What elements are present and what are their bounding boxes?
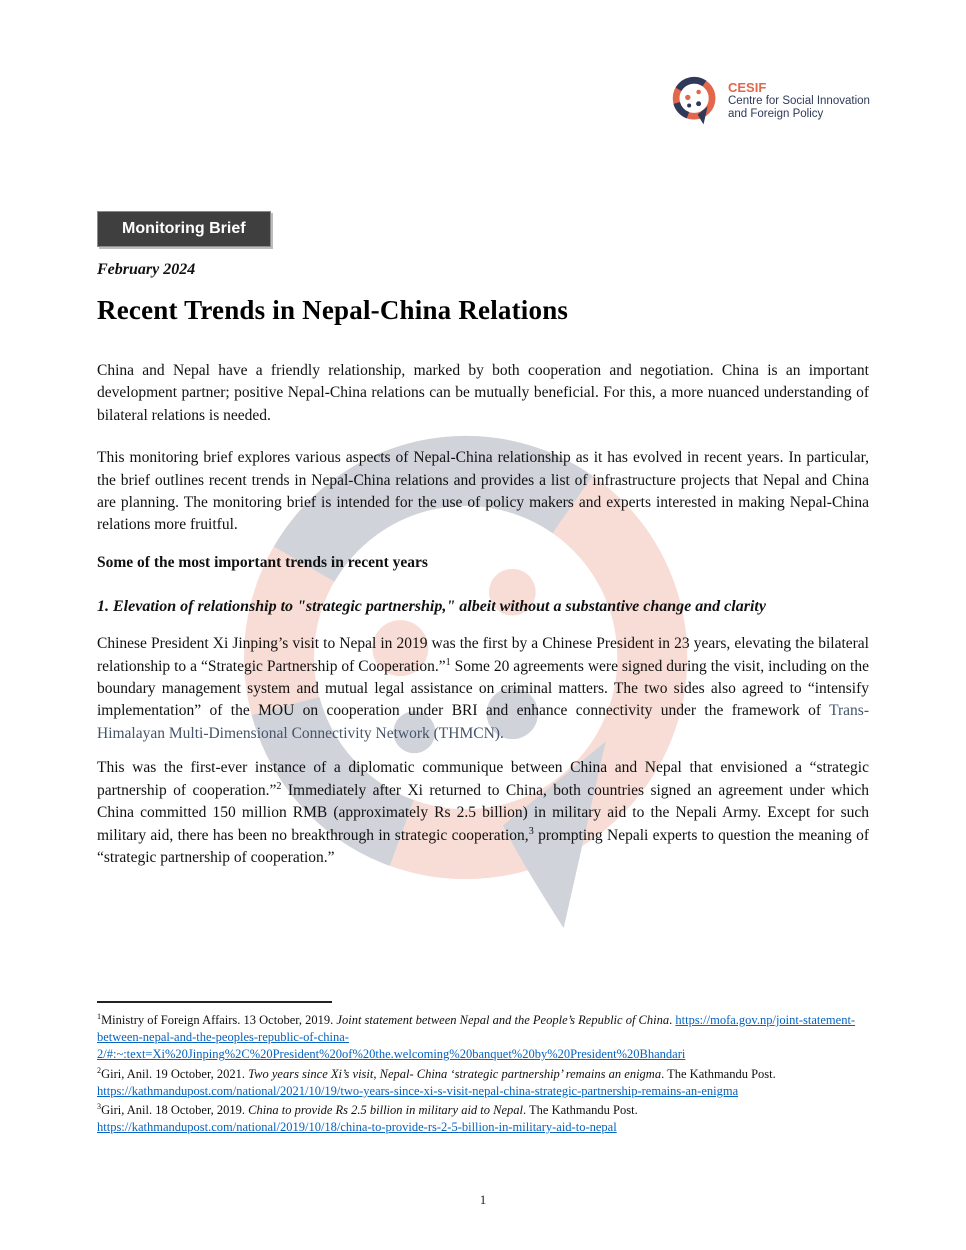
footnote-link[interactable]: https://kathmandupost.com/national/2019/10/18/china-to-provide-rs-2-5-billion-in-military-aid-to-nepal: [97, 1120, 617, 1135]
page-title: Recent Trends in Nepal-China Relations: [97, 295, 569, 325]
text-segment: Immediately after Xi returned to China, both countries signed an agreement under which China committed 150 million RMB (approximately Rs 2.5 billion) in military aid to the Nepali Army. Except for such military aid, there has been no breakthrough in strategic cooperation,: [97, 781, 870, 844]
logo-name-line2: and Foreign Policy: [728, 108, 824, 120]
paragraph-scope: [97, 447, 869, 537]
text-segment: prompting Nepali experts to question the meaning of “strategic partnership of cooperation.”: [97, 826, 869, 866]
text-segment: This was the first-ever instance of a diplomatic communique between China and Nepal that envisioned a “strategic partnership of cooperation.”: [97, 759, 869, 799]
superscript-ref: 1: [445, 656, 451, 668]
superscript-ref: 1: [97, 1011, 102, 1021]
footnote-link[interactable]: https://kathmandupost.com/national/2021/10/19/two-years-since-xi-s-visit-nepal-china-strategic-partnership-remains-an-enigma: [97, 1083, 739, 1098]
paragraph-intro: [97, 360, 869, 427]
text-segment: Chinese President Xi Jinping’s visit to Nepal in 2019 was the first by a Chinese President in 23 years, elevating the bilateral relationship to a “Strategic Partnership of Cooperation.”: [97, 635, 869, 675]
text-segment: Two years since Xi’s visit, Nepal- China ‘strategic partnership’ remains an enigma: [248, 1066, 662, 1081]
superscript-ref: 3: [97, 1101, 102, 1111]
text-segment: Some 20 agreements were signed during the visit, including on the boundary management system and mutual legal assistance on criminal matters. The two sides also agreed to “intensify implementation” of the MOU on cooperation under BRI and enhance connectivity under the framework of: [97, 657, 869, 720]
superscript-ref: 2: [97, 1065, 102, 1075]
monitoring-brief-badge: [97, 211, 271, 247]
text-segment: China to provide Rs 2.5 billion in military aid to Nepal: [248, 1103, 524, 1118]
superscript-ref: 2: [276, 780, 282, 792]
footnotes: [97, 1001, 869, 1138]
footnote-link[interactable]: https://mofa.gov.np/joint-statement-between-nepal-and-the-peoples-republic-of-china-2/#:~:text=Xi%20Jinping%2C%20President%20of%20the.welcoming%20banquet%20by%20President%20Bhandari: [97, 1013, 856, 1062]
cesif-logo-text: [728, 81, 870, 121]
text-segment: This monitoring brief explores various aspects of Nepal-China relationship as it has evolved in recent years. In particular, the brief outlines recent trends in Nepal-China relations and provides a list of infrastructure projects that Nepal and China are planning. The monitoring brief is intended for the use of policy makers and experts interested in making Nepal-China relations more fruitful.: [97, 449, 869, 534]
page-number: 1: [479, 1192, 487, 1207]
paragraph-xi-visit: [97, 633, 869, 745]
footnote-2: [97, 1066, 869, 1100]
text-segment: . The Kathmandu Post.: [523, 1103, 638, 1118]
text-segment: Trans-Himalayan Multi-Dimensional Connectivity Network (THMCN).: [97, 702, 869, 742]
text-segment: Ministry of Foreign Affairs. 13 October, 2019.: [101, 1013, 337, 1027]
footnote-1: [97, 1012, 869, 1064]
logo-name-line1: Centre for Social Innovation: [728, 95, 870, 107]
text-segment: Giri, Anil. 18 October, 2019.: [101, 1103, 249, 1118]
text-segment: China and Nepal have a friendly relationship, marked by both cooperation and negotiation. China is an important development partner; positive Nepal-China relations can be mutually beneficial. For this, a more nuanced understanding of bilateral relations is needed.: [97, 362, 869, 424]
section-heading: Some of the most important trends in recent years: [97, 553, 428, 571]
superscript-ref: 3: [528, 825, 534, 837]
issue-date: February 2024: [97, 261, 196, 278]
cesif-logo-icon: [668, 72, 722, 130]
text-segment: .: [669, 1013, 676, 1027]
logo-acronym: CESIF: [728, 80, 767, 95]
paragraph-communique: [97, 757, 869, 869]
cesif-logo: [668, 72, 870, 130]
subsection-heading: 1. Elevation of relationship to "strategic partnership," albeit without a substantive change and clarity: [97, 597, 766, 615]
footnote-3: [97, 1102, 869, 1136]
text-segment: Giri, Anil. 19 October, 2021.: [101, 1066, 249, 1081]
badge-label: Monitoring Brief: [122, 220, 246, 237]
footnote-separator: [97, 1001, 332, 1003]
text-segment: . The Kathmandu Post.: [661, 1066, 776, 1081]
text-segment: Joint statement between Nepal and the People’s Republic of China: [336, 1013, 670, 1027]
